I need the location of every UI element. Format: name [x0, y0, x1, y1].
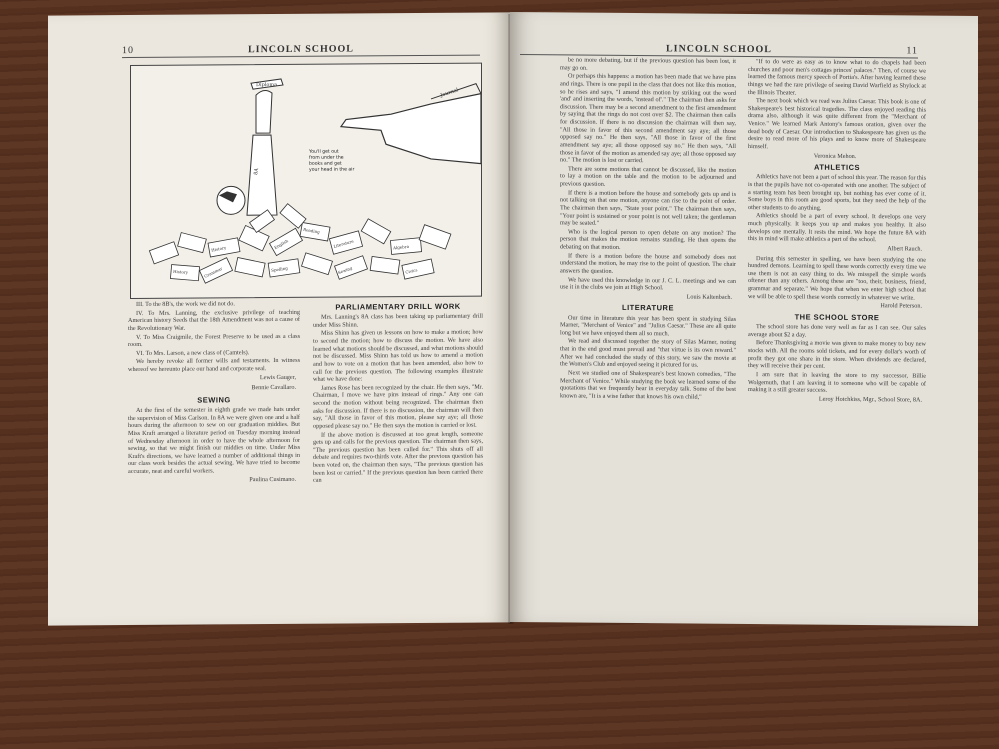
athletics-paragraphs [748, 173, 926, 244]
paragraph: "If to do were as easy as to know what to do chapels had been churches and poor men's cottages princes' palaces." Then, of course we learned the famous mercy speech of Portia's. After having learned these things we had the rare privilege of seeing David Warfield as Shylock at the Illinois Theater. [748, 58, 926, 96]
spelling-signer: Harold Peterson. [880, 302, 922, 310]
paragraph: Athletics should be a part of every school. It develops one very much physically. It keeps you up and makes you healthy. It also develops one mentally. It rests the mind. We hope the future 8A with this in mind will make athletics a part of the school. [748, 212, 926, 244]
running-title-right: LINCOLN SCHOOL [666, 43, 772, 56]
literature-continued [748, 58, 926, 152]
school-store-heading: THE SCHOOL STORE [794, 312, 880, 323]
paragraph: Our time in literature this year has been spent in studying Silas Marner, "Merchant of Venice" and "Julius Caesar." These are all quite long but we have enjoyed them all so much. [560, 314, 736, 338]
right-page-column-1 [560, 56, 736, 402]
book-title: Algebra [392, 243, 410, 251]
sewing-text: At the first of the semester in eighth grade we made hats under the supervision of Miss Carlson. In 8A we were given one and a half hours during the afternoon to sew on our graduation middies. But Miss Kraft arranged a literature period on Tuesday morning instead of Wednesday afternoon in order to have the whole afternoon for sewing, so that we might finish our middies on time. Under Miss Kraft's directions, we have learned a number of additional things in our class work besides the actual sewing. We have tried to become accurate, neat and careful workers. [128, 405, 300, 476]
left-page-header [122, 43, 480, 57]
raised-sleeve [247, 135, 277, 215]
paragraph: Miss Shinn has given us lessons on how to make a motion; how to second the motion; how to discuss the motion. We have also learned what motions should be discussed, and what motions should not be discussed. Miss Shinn has told us how to amend a motion and how to vote on a motion that has been amended, also how to call for the previous question. The following examples illustrate what we have done: [313, 329, 483, 383]
paragraph: Athletics have not been a part of school this year. The reason for this is that the pupils have not co-operated with one another. The subject of a starting team has been brought up, but nothing has ever come of it. Some boys in this room are good sports, but they need the help of the other students to do anything. [748, 173, 926, 212]
paragraph: There are some motions that cannot be discussed, like the motion to lay a motion on the table and the motion to be adjourned and previous question. [560, 165, 736, 188]
speech-text: You'll get out from under the books and get your head in the air [309, 149, 355, 173]
sewing-signer: Paulina Cusimano. [249, 475, 296, 483]
store-paragraphs [748, 323, 926, 395]
paragraph: Mrs. Lanning's 8A class has been taking up parliamentary drill under Miss Shinn. [313, 312, 483, 329]
drill-signer: Louis Kaltenbach. [686, 293, 732, 301]
paragraph: VI. To Mrs. Larson, a new class of (Camtels). [136, 348, 250, 357]
book-title: English [273, 238, 289, 251]
will-signer: Bennie Cavallaro. [251, 384, 296, 392]
cuff-label: 8A [253, 167, 261, 176]
spelling-text: During this semester in spelling, we have been studying the one hundred demons. Learning to spell these words correctly every time we use them is not an easy thing to do. We misspell the simple words oftener than any others. Among these are "too, their, business, friend, grammar and separate." We hope that when we enter high school that we will be able to spell these words correctly in whatever we write. [748, 254, 926, 302]
page-number-left: 10 [122, 45, 134, 57]
cartoon-drawing [131, 64, 481, 298]
book-title: Grammar [203, 265, 224, 279]
literature-paragraphs [560, 314, 736, 401]
drill-heading: PARLIAMENTARY DRILL WORK [335, 301, 461, 312]
athletics-signer: Albert Rauch. [887, 245, 922, 253]
sleeve-label: Journal [439, 87, 460, 99]
paragraph: James Rose has been recognized by the chair. He then says, "Mr. Chairman, I move we have pins instead of rings." Any one can second the motion without being recognized. The chairman then asks for discussion. If there is no discussion, the chairman will then say, "All those in favor of this motion, please say aye; all those opposed please say no." He then says the motion is carried or lost. [313, 383, 483, 430]
diploma-label: Diploma [256, 82, 278, 89]
right-page [510, 12, 978, 626]
drill-continued [560, 56, 736, 292]
paragraph: The school store has done very well as far as I can see. Our sales average about $2 a day. [748, 323, 926, 339]
paragraph: Before Thanksgiving a movie was given to make money to buy new stocks with. All the rooms sold tickets, and for every dollar's worth of profit they got one share in the store. When dividends are declared, they will receive their per cent. [748, 339, 926, 371]
book-title: History [210, 245, 227, 253]
sewing-heading: SEWING [197, 395, 231, 405]
book-title: Reading [302, 226, 321, 235]
book-title: History [172, 268, 189, 275]
running-title-left: LINCOLN SCHOOL [248, 43, 354, 56]
paragraph: We read and discussed together the story of Silas Marner, noting that in the end good must prevail and "that virtue is its own reward." After we had concluded the study of this story, we saw the movie at the Women's Club and enjoyed seeing it pictured for us. [560, 337, 736, 369]
athletics-heading: ATHLETICS [813, 162, 861, 173]
pointing-hand [341, 94, 481, 165]
store-signer: Leroy Hotchkiss, Mgr., School Store, 8A. [818, 395, 922, 404]
book-title: Civics [404, 267, 418, 275]
page-number-right: 11 [906, 45, 918, 57]
paragraph: V. To Miss Craigmile, the Forest Preserve to be used as a class room. [128, 332, 300, 349]
paragraph: The next book which we read was Julius Caesar. This book is one of Shakespeare's best historical tragedies. The class enjoyed reading this drama also, although it was quite different from the "Merchant of Venice." We learned Mark Antony's famous oration, given over the dead body of Caesar. Our introduction to Shakespeare has given us the desire to read more of his plays and to know more of Shakespeare himself. [748, 97, 926, 151]
paragraph: We hereby revoke all former wills and testaments. In witness whereof we hereunto place our hand and corporate seal. [128, 357, 300, 374]
paragraph: If the above motion is discussed at too great length, someone gets up and calls for the previous question. The chairman then says, "The previous question has been called for." This shuts off all debate and requires two-thirds vote. After the previous question has been voted on, the chairman then says, "The previous question has been lost or carried." If the previous question has been carried there can [313, 430, 483, 485]
paragraph: If there is a motion before the house and somebody gets up and is not talking on that one motion, anyone can rise to the point of order. The chairman then says, "State your point." The chairman then says, "Your point is sustained or your point is not well taken; the gentleman may be seated." [560, 189, 736, 227]
right-page-header [520, 42, 918, 57]
paragraph: Or perhaps this happens: a motion has been made that we have pins and rings. There is one pupil in the class that does not like this motion, so he rises and says, "I amend this motion by striking out the word 'and' and inserting the words, 'instead of'." The chairman then asks for discussion. There may be a second amendment to the first amendment by saying that the rings do not cost over $2. The chairman then calls for discussion. If there is no discussion the chairman will then say, "All those in favor of this second amendment say aye; all those opposed say no." He then says, "All those in favor of the first amendment say aye; all those opposed say no." He then says, "All those in favor of the motion as amended say aye; all those opposed say no." The motion is lost or carried. [560, 72, 736, 165]
paragraph: We have used this knowledge in our J. C. L. meetings and we can use it in the clubs we join at High School. [560, 275, 736, 292]
book-title: Spelling [270, 265, 289, 273]
cartoon-illustration [130, 63, 482, 299]
paragraph: If there is a motion before the house and somebody does not understand the motion, he may rise to the point of question. The chair answers the question. [560, 252, 736, 275]
class-will-list [128, 300, 300, 374]
left-page-column-1 [128, 300, 300, 488]
drill-paragraphs [313, 313, 483, 485]
book-title: Literature [332, 238, 355, 249]
literature-signer: Veronica Mehon. [813, 152, 857, 160]
book-title: Sewing [337, 265, 353, 276]
left-page-column-2 [313, 299, 483, 486]
will-signer: Lewis Gauger, [259, 373, 296, 381]
paragraph: IV. To Mrs. Lanning, the exclusive privilege of teaching American history Seeds that the 18th Amendment was not a cause of the Revolutionary War. [128, 308, 300, 332]
left-page [48, 12, 510, 625]
right-page-column-2 [748, 58, 926, 407]
paragraph: Next we studied one of Shakespeare's best known comedies, "The Merchant of Venice." While studying the book we learned some of the quotations that we frequently hear in everyday talk. Some of the best known are, "It is a wise father that knows his own child," [560, 369, 736, 401]
paragraph: Who is the logical person to open debate on any motion? The person that makes the motion remains standing. He then opens the debating on that motion. [560, 228, 736, 251]
raised-hand [256, 90, 272, 133]
open-booklet [48, 14, 978, 624]
paragraph: be no more debating, but if the previous question has been lost, it may go on. [560, 56, 736, 72]
paragraph: III. To the 8B's, the work we did not do. [136, 300, 235, 308]
paragraph: I am sure that in leaving the store to my successor, Billie Wolgemuth, that I am leaving it to someone who will be capable of making it a still greater success. [748, 371, 926, 394]
literature-heading: LITERATURE [622, 303, 674, 313]
